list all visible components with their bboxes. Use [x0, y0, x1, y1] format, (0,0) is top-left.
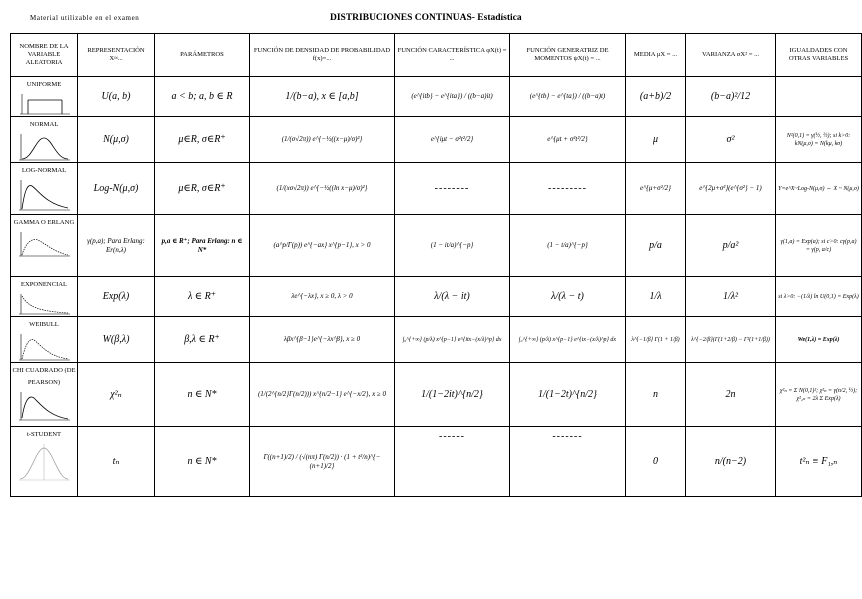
row-name: EXPONENCIAL [20, 281, 68, 288]
eq-cell: N²(0,1) = γ(½, ½); si k>0: kN(μ,σ) = N(kμ, kσ) [776, 117, 862, 163]
mean-cell: p/a [626, 215, 686, 277]
params-cell: λ ∈ R⁺ [155, 277, 250, 317]
row-name: GAMMA O ERLANG [13, 219, 75, 226]
density-cell: Γ((n+1)/2) / (√(nπ) Γ(n/2)) · (1 + t²/n)^{−(n+1)/2} [250, 427, 395, 497]
row-name: UNIFORME [26, 81, 62, 88]
char-cell: ------ [395, 427, 510, 497]
table-row [11, 215, 862, 277]
char-cell: e^{iμt − σ²t²/2} [395, 117, 510, 163]
mean-cell: n [626, 363, 686, 427]
char-cell: (1 − it/a)^{−p} [395, 215, 510, 277]
eq-cell [776, 77, 862, 117]
rep-cell: γ(p,a); Para Erlang: Er(n,λ) [78, 215, 155, 277]
normal-density-thumbnail [16, 132, 72, 162]
mgf-cell: --------- [510, 163, 626, 215]
eq-cell: Y=e^X~Log-N(μ,σ) ⇔ X ~ N(μ,σ) [776, 163, 862, 215]
mgf-cell: ∫₀^{+∞} (p/λ) x^{p−1} e^{tx−(x/λ)^p} dx [510, 317, 626, 363]
table-row [11, 317, 862, 363]
lognormal-density-thumbnail [16, 178, 72, 212]
eq-cell: γ(1,a) = Exp(a); si c>0: cγ(p,a) = γ(p, a/c) [776, 215, 862, 277]
char-cell: 1/(1−2it)^{n/2} [395, 363, 510, 427]
var-cell: p/a² [686, 215, 776, 277]
table-row [11, 427, 862, 497]
char-cell: ∫₀^{+∞} (p/λ) x^{p−1} e^{itx−(x/λ)^p} dx [395, 317, 510, 363]
row-name: LOG-NORMAL [21, 167, 67, 174]
rep-cell: U(a, b) [78, 77, 155, 117]
density-cell: λβx^{β−1}e^{−λx^β}, x ≥ 0 [250, 317, 395, 363]
mean-cell: 0 [626, 427, 686, 497]
density-cell: (a^p/Γ(p)) e^{−ax} x^{p−1}, x > 0 [250, 215, 395, 277]
mgf-cell: ------- [510, 427, 626, 497]
table-row [11, 163, 862, 215]
mgf-cell: (1 − t/a)^{−p} [510, 215, 626, 277]
var-cell: σ² [686, 117, 776, 163]
col-header-name: NOMBRE DE LA VARIABLE ALEATORIA [11, 34, 78, 77]
var-cell: λ^{−2/β}(Γ(1+2/β) − Γ²(1+1/β)) [686, 317, 776, 363]
density-cell: (1/(σ√2π)) e^{−½((x−μ)/σ)²} [250, 117, 395, 163]
mgf-cell: e^{μt + σ²t²/2} [510, 117, 626, 163]
rep-cell: N(μ,σ) [78, 117, 155, 163]
mgf-cell: (e^{tb} − e^{ta}) / ((b−a)t) [510, 77, 626, 117]
weibull-density-thumbnail [16, 332, 72, 362]
col-header-eq: IGUALDADES CON OTRAS VARIABLES [776, 34, 862, 77]
params-cell: a < b; a, b ∈ R [155, 77, 250, 117]
mean-cell: (a+b)/2 [626, 77, 686, 117]
header-row [11, 34, 862, 77]
var-cell: (b−a)²/12 [686, 77, 776, 117]
gamma-density-thumbnail [16, 230, 72, 258]
char-cell: (e^{itb} − e^{ita}) / ((b−a)it) [395, 77, 510, 117]
table-row [11, 363, 862, 427]
rep-cell: W(β,λ) [78, 317, 155, 363]
row-name-cell [11, 317, 78, 363]
chisquare-density-thumbnail [16, 390, 72, 422]
row-name: WEIBULL [29, 321, 59, 328]
density-cell: λe^{−λx}, x ≥ 0, λ > 0 [250, 277, 395, 317]
table-row [11, 277, 862, 317]
density-cell: 1/(b−a), x ∈ [a,b] [250, 77, 395, 117]
row-name-cell [11, 215, 78, 277]
row-name: CHI CUADRADO (DE PEARSON) [12, 367, 76, 386]
distribution-table [10, 33, 862, 497]
eq-cell: χ²ₙ = Σ N(0,1)²; χ²ₙ = γ(n/2, ½); χ²₂ₙ = 2λ Σ Exp(λ) [776, 363, 862, 427]
rep-cell: tₙ [78, 427, 155, 497]
top-note: Material utilizable en el examen [30, 14, 140, 22]
mgf-cell: 1/(1−2t)^{n/2} [510, 363, 626, 427]
rep-cell: χ²ₙ [78, 363, 155, 427]
eq-cell: We(1,λ) = Exp(λ) [776, 317, 862, 363]
row-name-cell [11, 77, 78, 117]
var-cell: 2n [686, 363, 776, 427]
row-name-cell [11, 163, 78, 215]
char-cell: -------- [395, 163, 510, 215]
density-cell: (1/(xσ√2π)) e^{−½((ln x−μ)/σ)²} [250, 163, 395, 215]
table-row [11, 77, 862, 117]
var-cell: 1/λ² [686, 277, 776, 317]
params-cell: n ∈ N* [155, 363, 250, 427]
col-header-var: VARIANZA σX² = ... [686, 34, 776, 77]
rep-cell: Log-N(μ,σ) [78, 163, 155, 215]
col-header-params: PARÁMETROS [155, 34, 250, 77]
table-row [11, 117, 862, 163]
mean-cell: 1/λ [626, 277, 686, 317]
eq-cell: t²ₙ ≡ F₁,ₙ [776, 427, 862, 497]
var-cell: n/(n−2) [686, 427, 776, 497]
row-name: t-STUDENT [26, 431, 62, 438]
mean-cell: e^{μ+σ²/2} [626, 163, 686, 215]
exponential-density-thumbnail [16, 292, 72, 316]
params-cell: μ∈R, σ∈R⁺ [155, 163, 250, 215]
char-cell: λ/(λ − it) [395, 277, 510, 317]
params-cell: p,a ∈ R⁺; Para Erlang: n ∈ N* [155, 215, 250, 277]
rep-cell: Exp(λ) [78, 277, 155, 317]
tstudent-density-thumbnail [16, 442, 72, 482]
uniform-density-thumbnail [16, 92, 72, 116]
page-title: DISTRIBUCIONES CONTINUAS- Estadística [330, 13, 522, 23]
params-cell: β,λ ∈ R⁺ [155, 317, 250, 363]
mean-cell: λ^{−1/β} Γ(1 + 1/β) [626, 317, 686, 363]
eq-cell: si λ>0: −(1/λ) ln U(0,1) = Exp(λ) [776, 277, 862, 317]
mgf-cell: λ/(λ − t) [510, 277, 626, 317]
col-header-density: FUNCIÓN DE DENSIDAD DE PROBABILIDAD f(x)=... [250, 34, 395, 77]
col-header-mean: MEDIA μX = ... [626, 34, 686, 77]
density-cell: (1/(2^{n/2}Γ(n/2))) x^{n/2−1} e^{−x/2}, x ≥ 0 [250, 363, 395, 427]
row-name-cell [11, 427, 78, 497]
params-cell: n ∈ N* [155, 427, 250, 497]
col-header-rep: REPRESENTACIÓN X≈... [78, 34, 155, 77]
col-header-char: FUNCIÓN CARACTERÍSTICA φX(t) = ... [395, 34, 510, 77]
mean-cell: μ [626, 117, 686, 163]
col-header-mgf: FUNCIÓN GENERATRIZ DE MOMENTOS ψX(t) = ... [510, 34, 626, 77]
var-cell: e^{2μ+σ²}(e^{σ²} − 1) [686, 163, 776, 215]
row-name-cell [11, 117, 78, 163]
row-name-cell [11, 363, 78, 427]
params-cell: μ∈R, σ∈R⁺ [155, 117, 250, 163]
row-name-cell [11, 277, 78, 317]
row-name: NORMAL [29, 121, 59, 128]
